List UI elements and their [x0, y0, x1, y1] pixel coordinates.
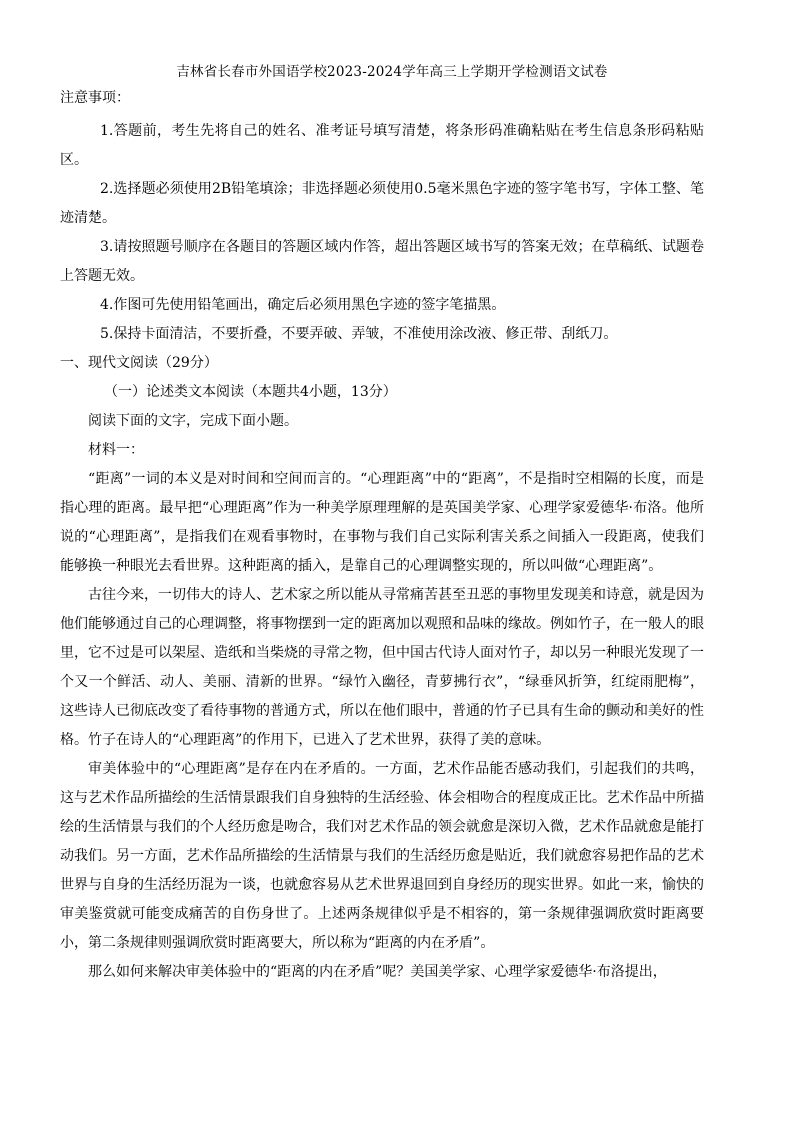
notice-item-1: 1.答题前，考生先将自己的姓名、准考证号填写清楚，将条形码准确粘贴在考生信息条形码粘贴区。 — [60, 123, 704, 168]
notice-item-2: 2.选择题必须使用2B铅笔填涂；非选择题必须使用0.5毫米黑色字迹的签字笔书写，字体工整、笔迹清楚。 — [60, 181, 704, 226]
material-label: 材料一： — [88, 442, 144, 458]
passage-paragraph-1: “距离”一词的本义是对时间和空间而言的。“心理距离”中的“距离”，不是指时空相隔的长度，而是指心理的距离。最早把“心理距离”作为一种美学原理理解的是英国美学家、心理学家爱德华·布洛。他所说的“心理距离”，是指我们在观看事物时，在事物与我们自己实际利害关系之间插入一段距离，使我们能够换一种眼光去看世界。这种距离的插入，是靠自己的心理调整实现的，所以叫做“心理距离”。 — [60, 471, 704, 574]
notice-heading: 注意事项： — [60, 90, 130, 106]
subsection-heading: （一）论述类文本阅读（本题共4小题，13分） — [104, 384, 397, 400]
passage-paragraph-4: 那么如何来解决审美体验中的“距离的内在矛盾”呢？美国美学家、心理学家爱德华·布洛提出， — [88, 964, 667, 980]
section-heading: 一、现代文阅读（29分） — [60, 355, 218, 371]
notice-item-5: 5.保持卡面清洁，不要折叠，不要弄破、弄皱，不准使用涂改液、修正带、刮纸刀。 — [100, 326, 618, 342]
reading-instruction: 阅读下面的文字，完成下面小题。 — [88, 413, 298, 429]
passage-paragraph-3: 审美体验中的“心理距离”是存在内在矛盾的。一方面，艺术作品能否感动我们，引起我们的共鸣，这与艺术作品所描绘的生活情景跟我们自身独特的生活经验、体会相吻合的程度成正比。艺术作品中所描绘的生活情景与我们的个人经历愈是吻合，我们对艺术作品的领会就愈是深切入微，艺术作品就愈是能打动我们。另一方面，艺术作品所描绘的生活情景与我们的生活经历愈是贴近，我们就愈容易把作品的艺术世界与自身的生活经历混为一谈，也就愈容易从艺术世界退回到自身经历的现实世界。如此一来，愉快的审美鉴赏就可能变成痛苦的自伤身世了。上述两条规律似乎是不相容的，第一条规律强调欣赏时距离要小，第二条规律则强调欣赏时距离要大，所以称为“距离的内在矛盾”。 — [60, 761, 704, 951]
passage-paragraph-2: 古往今来，一切伟大的诗人、艺术家之所以能从寻常痛苦甚至丑恶的事物里发现美和诗意，就是因为他们能够通过自己的心理调整，将事物摆到一定的距离加以观照和品味的缘故。例如竹子，在一般人的眼里，它不过是可以架屋、造纸和当柴烧的寻常之物，但中国古代诗人面对竹子，却以另一种眼光发现了一个又一个鲜活、动人、美丽、清新的世界。“绿竹入幽径，青萝拂行衣”，“绿垂风折笋，红绽雨肥梅”，这些诗人已彻底改变了看待事物的普通方式，所以在他们眼中，普通的竹子已具有生命的颤动和美好的性格。竹子在诗人的“心理距离”的作用下，已进入了艺术世界，获得了美的意味。 — [60, 587, 704, 748]
page-title: 吉林省长春市外国语学校2023-2024学年高三上学期开学检测语文试卷 — [176, 64, 608, 80]
notice-item-4: 4.作图可先使用铅笔画出，确定后必须用黑色字迹的签字笔描黑。 — [100, 297, 506, 313]
notice-item-3: 3.请按照题号顺序在各题目的答题区域内作答，超出答题区域书写的答案无效；在草稿纸、试题卷上答题无效。 — [60, 239, 704, 284]
